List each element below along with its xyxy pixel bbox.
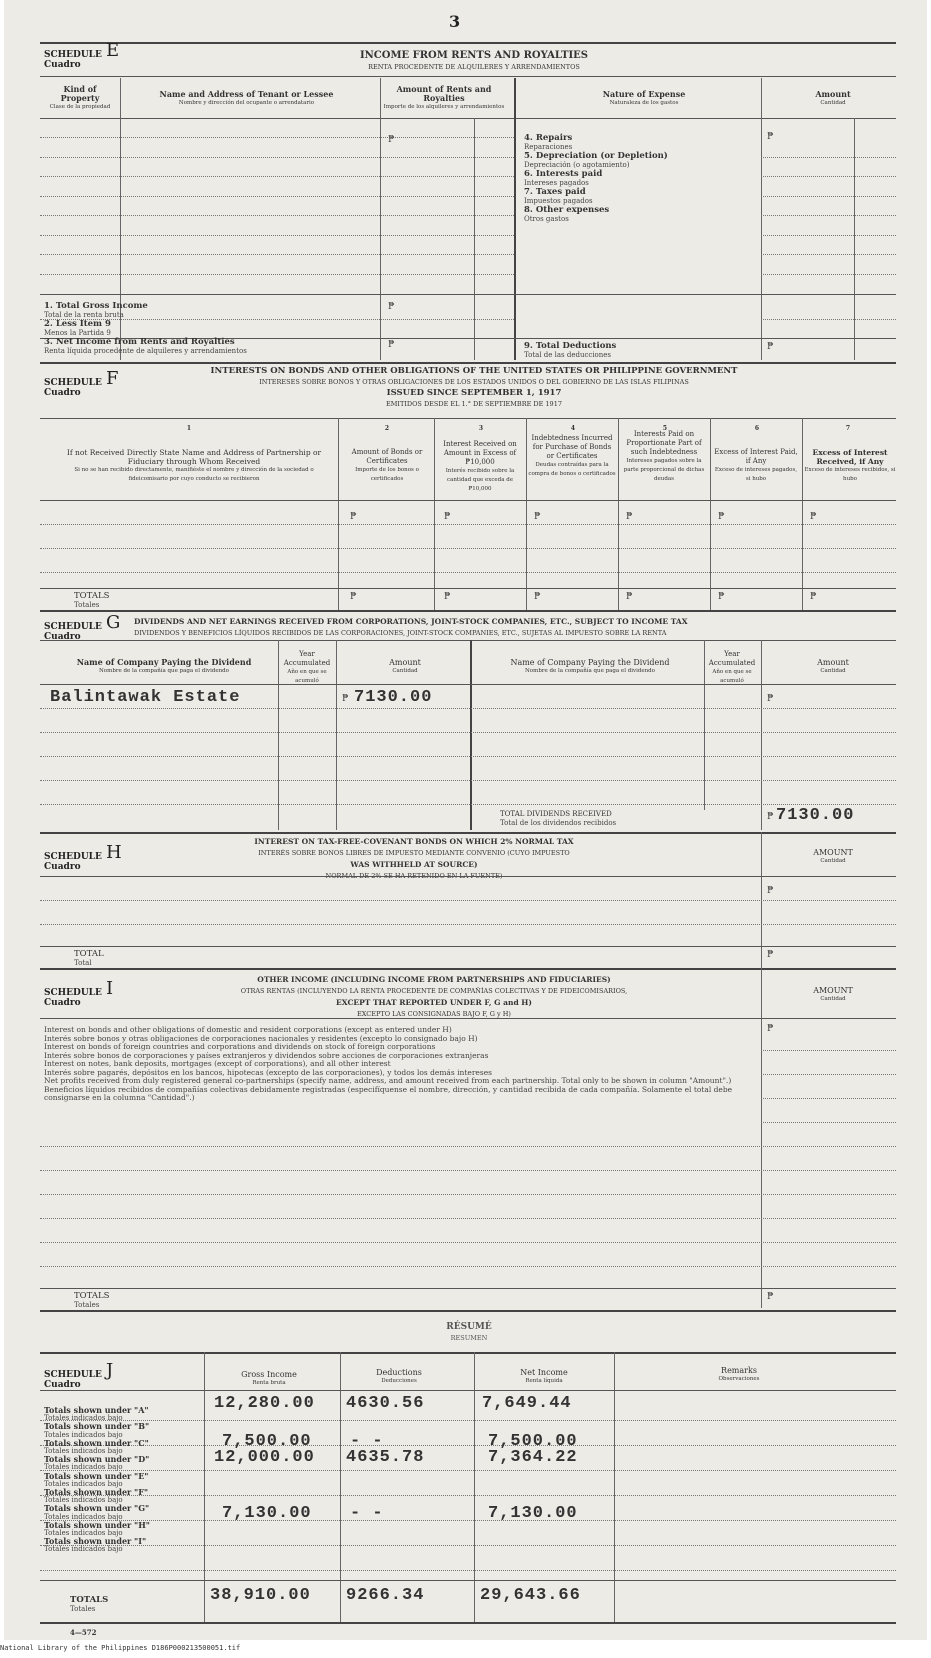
resume-g-ded: - - [350,1504,384,1523]
col-kind-header: Kind of Property Clase de la propiedad [49,84,111,110]
resume-total-gross: 38,910.00 [210,1586,311,1605]
schedule-e-title: INCOME FROM RENTS AND ROYALTIES RENTA PROCEDENTE DE ALQUILERES Y ARRENDAMIENTOS [359,50,589,71]
resume-c-ded: - - [350,1432,384,1451]
dividend-amount: 7130.00 [354,688,433,707]
resume-total-net: 29,643.66 [480,1586,581,1605]
schedule-i-title: OTHER INCOME (INCLUDING INCOME FROM PARTNERSHIPS AND FIDUCIARIES) OTRAS RENTAS (INCLUYENDO LA RENTA PROCEDENTE DE COMPAÑÍAS COLECTIVAS Y DE FIDEICOMISARIOS, EXCEPT THAT REPORTED UNDER F, G and H) EXCEPTO LAS CONSIGNADAS BAJO F, G y H) [240,975,628,1018]
schedule-letter: E [106,40,120,61]
col-amt-header: Amount Cantidad [815,89,851,106]
resume-d-gross: 12,000.00 [214,1448,315,1467]
schedule-f-label: SCHEDULE Cuadro F [44,368,119,398]
schedule-f-title: INTERESTS ON BONDS AND OTHER OBLIGATIONS OF THE UNITED STATES OR PHILIPPINE GOVERNMENT INTERESES SOBRE BONOS Y OTRAS OBLIGACIONES DE LOS ESTADOS UNIDOS O DEL GOBIERNO DE LAS ISLAS FILIPINAS ISSUED SINCE SEPTEMBER 1, 1917 EMITIDOS DESDE EL 1.° DE SEPTIEMBRE DE 1917 [210,366,738,408]
total-dividends-label: TOTAL DIVIDENDS RECEIVED Total de los dividendos recibidos [500,810,617,827]
schedule-i-label: SCHEDULE Cuadro I [44,978,114,1008]
resume-c-gross: 7,500.00 [222,1432,312,1451]
col-name-header: Name and Address of Tenant or Lessee Nombre y dirección del ocupante o arrendatario [159,89,334,106]
resume-a-ded: 4630.56 [346,1394,425,1413]
form-number: 4—572 [70,1628,97,1637]
resume-d-ded: 4635.78 [346,1448,425,1467]
resume-g-gross: 7,130.00 [222,1504,312,1523]
expense-list: 4. Repairs Reparaciones 5. Depreciation (or Depletion) Depreciación (o agotamiento) 6. Interests paid Intereses pagados 7. Taxes paid Impuestos pagados 8. Other expenses Otros gastos [524,133,668,223]
f-col1-header: If not Received Directly State Name and Address of Partnership or Fiduciary through Whom Received Si no se han recibido directamente, manifiéste el nombre y dirección de la sociedad o fideicomisario por cuyo conducto se recibieron [66,448,322,482]
resume-totals-label: TOTALS Totales [70,1595,109,1613]
resume-a-net: 7,649.44 [482,1394,572,1413]
dividend-company-name: Balintawak Estate [50,688,241,707]
resume-title: RÉSUMÉ RESUMEN [446,1322,492,1342]
tax-return-page: 3 SCHEDULE Cuadro E INCOME FROM RENTS AND ROYALTIES RENTA PROCEDENTE DE ALQUILERES Y ARRENDAMIENTOS Kind of Property Clase de la propiedad Name and Address of Tenant or Lessee Nombre y dirección del ocupante o arrendatario Amount of Rents and Royalties Importe de los alquileres y arrendamientos Nature of Expense Naturaleza de los gastos Amount Cantidad ₱ ₱ 4. Repairs Reparaciones 5. Depreciation (or Depletion) Depreciación (o agotamiento) 6. Interests paid Intereses pagados 7. Taxes paid Impuestos pagados 8. Other expenses Otros gastos 1. Total Gross Income Total de la renta bruta 2. Less Item 9 Menos la Partida 9 3. Net Income from Rents and Royalties Renta líquida procedente de alquileres y arrendamientos ₱ ₱ 9. Total Deductions Total de las deducciones ₱ SCHEDULE Cuadro F INTERESTS ON BONDS AND OTHER OBLIGATIONS OF THE UNITED STATES OR PHILIPPINE GOVERNMENT INTERESES SOBRE BONOS Y OTRAS OBLIGACIONES DE LOS ESTADOS UNIDOS O DEL GOBIERNO DE LAS ISLAS FILIPINAS ISSUED SINCE SEPTEMBER 1, 1917 EMITIDOS DESDE EL 1.° DE SEPTIEMBRE DE 1917 1 2 3 4 5 6 7 If not Received Directly State Name and Address of Partnership or Fiduciary through Whom Received Si no se han recibido directamente, manifiéste el nombre y dirección de la sociedad o fideicomisario por cuyo conducto se recibieron Amount of Bonds or Certificates Importe de los bonos o certificados Interest Received on Amount in Excess of ₱10,000 Interés recibido sobre la cantidad que exceda de ₱10,000 Indebtedness Incurred for Purchase of Bonds or Certificates Deudas contraídas para la compra de bonos o certificados Interests Paid on Proportionate Part of such Indebtedness Intereses pagados sobre la parte proporcional de dichas deudas Excess of Interest Paid, if Any Exceso de intereses pagados, si hubo Excess of Interest Received, if Any Exceso de intereses recibidos, si hubo ₱ ₱ ₱ ₱ ₱ ₱ TOTALS Totales ₱ ₱ ₱ ₱ ₱ ₱ SCHEDULE Cuadro G DIVIDENDS AND NET EARNINGS RECEIVED FROM CORPORATIONS, JOINT-STOCK COMPANIES, ETC., SUBJECT TO INCOME TAX DIVIDENDOS Y BENEFICIOS LÍQUIDOS RECIBIDOS DE LAS CORPORACIONES, JOINT-STOCK COMPANIES, ETC., SUJETAS AL IMPUESTO SOBRE LA RENTA Name of Company Paying the Dividend Nombre de la compañía que paga el dividendo Year Accumulated Año en que se acumuló Amount Cantidad Name of Company Paying the Dividend Nombre de la compañía que paga el dividendo Year Accumulated Año en que se acumuló Amount Cantidad Balintawak Estate ₱ 7130.00 ₱ TOTAL DIVIDENDS RECEIVED Total de los dividendos recibidos ₱ 7130.00 SCHEDULE Cuadro H INTEREST ON TAX-FREE-COVENANT BONDS ON WHICH 2% NORMAL TAX INTERÉS SOBRE BONOS LIBRES DE IMPUESTO MEDIANTE CONVENIO (CUYO IMPUESTO WAS WITHHELD AT SOURCE) NORMAL DE 2% SE HA RETENIDO EN LA FUENTE) AMOUNT Cantidad ₱ TOTAL Total ₱ SCHEDULE Cuadro I OTHER INCOME (INCLUDING INCOME FROM PARTNERSHIPS AND FIDUCIARIES) OTRAS RENTAS (INCLUYENDO LA RENTA PROCEDENTE DE COMPAÑÍAS COLECTIVAS Y DE FIDEICOMISARIOS, EXCEPT THAT REPORTED UNDER F, G and H) EXCEPTO LAS CONSIGNADAS BAJO F, G y H) AMOUNT Cantidad ₱ Interest on bonds and other obligations of domestic and resident corporations (except as entered under H) Interés sobre bonos y otras obligaciones de corporaciones nacionales y residentes (excepto lo consignado bajo H) Interest on bonds of foreign countries and corporations and dividends on stock of foreign corporations Interés sobre bonos de corporaciones y países extranjeros y dividendos sobre acciones de corporaciones extranjeras Interest on notes, bank deposits, mortgages (except of corporations), and all other interest Interés sobre pagarés, depósitos en los bancos, hipotecas (excepto de las corporaciones), y todos los demás intereses Net profits received from duly registered general co-partnerships (specify name, address, and amount received from each partnership. Total only to be shown in column "Amount".) Beneficios líquidos recibidos de compañías colectivas debidamente registradas (especifíquense el nombre, dirección, y cantidad recibida de cada compañía. Solamente el total debe consignarse en la columna "Cantidad".) TOTALS Totales ₱ RÉSUMÉ RESUMEN SCHEDULE Cuadro J Gross Income Renta bruta Deductions Deducciones Net Income Renta líquida Remarks Observaciones Totals shown under "A" Totales indicados bajo Totals shown under "B" Totales indicados bajo Totals shown under "C" Totales indicados bajo Totals shown under "D" Totales indicados bajo Totals shown under "E" Totales indicados bajo Totals shown under "F" Totales indicados bajo Totals shown under "G" Totales indicados bajo Totals shown under "H" Totales indicados bajo Totals shown under "I" Totales indicados bajo 12,280.00 4630.56 7,649.44 7,500.00 - - 7,500.00 12,000.00 4635.78 7,364.22 7,130.00 - - 7,130.00 TOTALS Totales 38,910.00 9266.34 29,643.66 4—572 [4,0,927,1640]
col-nature-header: Nature of Expense Naturaleza de los gastos [602,89,686,106]
top-rule [40,42,896,44]
resume-c-net: 7,500.00 [488,1432,578,1451]
schedule-g-title: DIVIDENDS AND NET EARNINGS RECEIVED FROM CORPORATIONS, JOINT-STOCK COMPANIES, ETC., SUBJECT TO INCOME TAX DIVIDENDOS Y BENEFICIOS LÍQUIDOS RECIBIDOS DE LAS CORPORACIONES, JOINT-STOCK COMPANIES, ETC., SUJETAS AL IMPUESTO SOBRE LA RENTA [134,617,688,637]
schedule-h-title: INTEREST ON TAX-FREE-COVENANT BONDS ON WHICH 2% NORMAL TAX INTERÉS SOBRE BONOS LIBRES DE IMPUESTO MEDIANTE CONVENIO (CUYO IMPUESTO WAS WITHHELD AT SOURCE) NORMAL DE 2% SE HA RETENIDO EN LA FUENTE) [254,837,574,880]
schedule-e-totals: 1. Total Gross Income Total de la renta bruta 2. Less Item 9 Menos la Partida 9 3. Net Income from Rents and Royalties Renta líquida procedente de alquileres y arrendamientos [44,301,247,355]
total-deductions-label: 9. Total Deductions Total de las deducciones [524,341,617,359]
archive-footer: National Library of the Philippines D186P000213500051.tif [0,1644,241,1652]
schedule-h-label: SCHEDULE Cuadro H [44,842,122,872]
schedule-j-label: SCHEDULE Cuadro J [44,1360,114,1390]
page-number: 3 [449,12,461,31]
resume-total-ded: 9266.34 [346,1586,425,1605]
col-amount-header: Amount of Rents and Royalties Importe de los alquileres y arrendamientos [383,84,505,110]
f-totals-label: TOTALS Totales [74,591,110,609]
schedule-e-label: SCHEDULE Cuadro E [44,40,120,70]
resume-g-net: 7,130.00 [488,1504,578,1523]
schedule-g-label: SCHEDULE Cuadro G [44,612,121,642]
resume-row-labels: Totals shown under "A" Totales indicados bajo Totals shown under "B" Totales indicados bajo Totals shown under "C" Totales indicados bajo Totals shown under "D" Totales indicados bajo Totals shown under "E" Totales indicados bajo Totals shown under "F" Totales indicados bajo Totals shown under "G" Totales indicados bajo Totals shown under "H" Totales indicados bajo Totals shown under "I" Totales indicados bajo [44,1405,150,1554]
total-dividends-value: 7130.00 [776,806,855,825]
resume-d-net: 7,364.22 [488,1448,578,1467]
resume-a-gross: 12,280.00 [214,1394,315,1413]
other-income-text: Interest on bonds and other obligations of domestic and resident corporations (except as entered under H) Interés sobre bonos y otras obligaciones de corporaciones nacionales y residentes (excepto lo consignado bajo H) Interest on bonds of foreign countries and corporations and dividends on stock of foreign corporations Interés sobre bonos de corporaciones y países extranjeros y dividendos sobre acciones de corporaciones extranjeras Interest on notes, bank deposits, mortgages (except of corporations), and all other interest Interés sobre pagarés, depósitos en los bancos, hipotecas (excepto de las corporaciones), y todos los demás intereses Net profits received from duly registered general co-partnerships (specify name, address, and amount received from each partnership. Total only to be shown in column "Amount".) Beneficios líquidos recibidos de compañías colectivas debidamente registradas (especifíquense el nombre, dirección, y cantidad recibida de cada compañía. Solamente el total debe consignarse en la columna "Cantidad".) [44,1025,733,1102]
